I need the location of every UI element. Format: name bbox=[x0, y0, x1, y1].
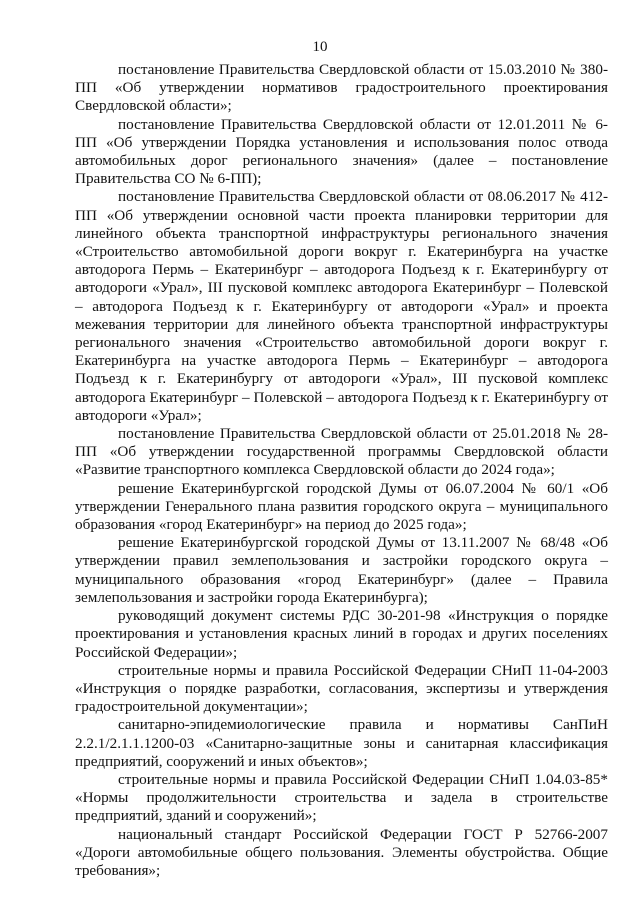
page-number: 10 bbox=[312, 39, 328, 55]
paragraph: руководящий документ системы РДС 30-201-98 «Инструкция о порядке проектирования и установления красных линий в городах и других поселениях Российской Федерации»; bbox=[75, 607, 608, 661]
paragraph: решение Екатеринбургской городской Думы от 13.11.2007 № 68/48 «Об утверждении правил землепользования и застройки городского округа – муниципального образования «город Екатеринбург» (далее – Правила землепользования и застройки города Екатеринбурга); bbox=[75, 534, 608, 606]
paragraph: постановление Правительства Свердловской области от 25.01.2018 № 28- ПП «Об утверждении государственной программы Свердловской области «Развитие транспортного комплекса Свердловской области до 2024 года»; bbox=[75, 425, 608, 479]
paragraph: строительные нормы и правила Российской Федерации СНиП 1.04.03-85* «Нормы продолжительности строительства и задела в строительстве предприятий, зданий и сооружений»; bbox=[75, 770, 608, 825]
paragraph: постановление Правительства Свердловской области от 12.01.2011 № 6- ПП «Об утверждении Порядка установления и использования полос отвода автомобильных дорог регионального значения» (далее – постановление Правительства СО № 6-ПП); bbox=[75, 115, 608, 188]
paragraph: решение Екатеринбургской городской Думы от 06.07.2004 № 60/1 «Об утверждении Генерального плана развития городского округа – муниципального образования «город Екатеринбург» на период до 2025 года»; bbox=[75, 479, 608, 534]
paragraph: постановление Правительства Свердловской области от 08.06.2017 № 412- ПП «Об утверждении основной части проекта планировки территории для линейного объекта транспортной инфраструктуры регионального значения «Строительство автомобильной дороги вокруг г. Екатеринбурга на участке автодорога Пермь – Екатеринбург – автодорога Подъезд к г. Екатеринбургу от автодороги «Урал», III пусковой комплекс автодорога Екатеринбург – Полевской – автодорога Подъезд к г. Екатеринбургу от автодороги «Урал» и проекта межевания территории для линейного объекта транспортной инфраструктуры регионального значения «Строительство автомобильной дороги вокруг г. Екатеринбурга на участке автодорога Пермь – Екатеринбург – автодорога Подъезд к г. Екатеринбургу от автодороги «Урал», III пусковой комплекс автодорога Екатеринбург – Полевской – автодорога Подъезд к г. Екатеринбургу от автодороги «Урал»; bbox=[75, 188, 608, 424]
paragraph: национальный стандарт Российской Федерации ГОСТ Р 52766-2007 «Дороги автомобильные общего пользования. Элементы обустройства. Общие требования»; bbox=[75, 825, 608, 879]
document-body bbox=[75, 61, 608, 880]
paragraph: постановление Правительства Свердловской области от 15.03.2010 № 380-ПП «Об утверждении нормативов градостроительного проектирования Свердловской области»; bbox=[75, 61, 608, 115]
paragraph: строительные нормы и правила Российской Федерации СНиП 11-04-2003 «Инструкция о порядке разработки, согласования, экспертизы и утверждения градостроительной документации»; bbox=[75, 661, 608, 716]
paragraph: санитарно-эпидемиологические правила и нормативы СанПиН 2.2.1/2.1.1.1200-03 «Санитарно-защитные зоны и санитарная классификация предприятий, сооружений и иных объектов»; bbox=[75, 716, 608, 770]
